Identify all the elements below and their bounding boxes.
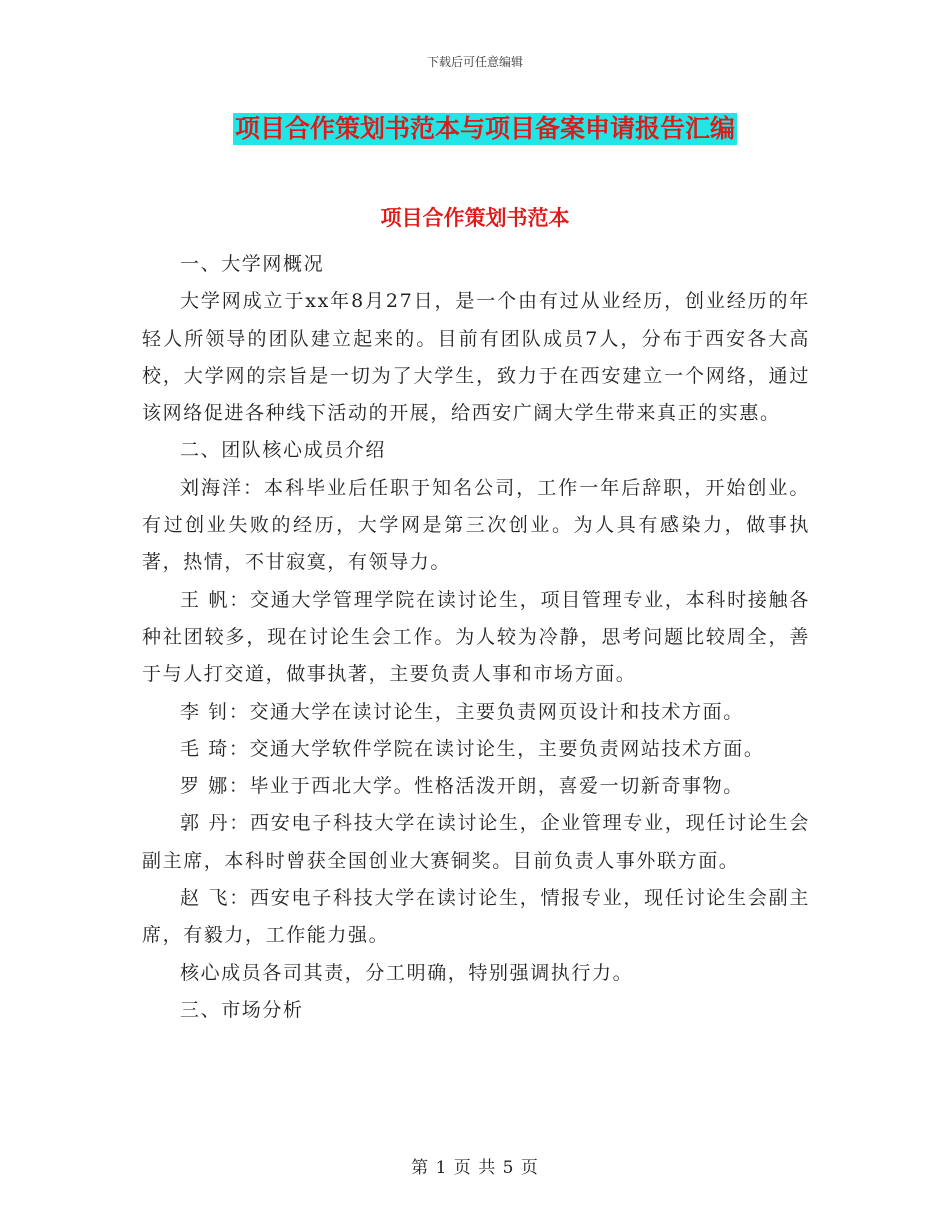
member-paragraph: 毛 琦：交通大学软件学院在读讨论生，主要负责网站技术方面。 <box>180 737 765 760</box>
member-paragraph: 郭 丹：西安电子科技大学在读讨论生，企业管理专业，现任讨论生会副主席，本科时曾获全国创业大赛铜奖。目前负责人事外联方面。 <box>142 812 810 872</box>
heading-overview: 一、大学网概况 <box>180 253 325 275</box>
team-summary: 核心成员各司其责，分工明确，特别强调执行力。 <box>180 961 634 984</box>
page-footer: 第 1 页 共 5 页 <box>411 1158 539 1178</box>
member-paragraph: 刘海洋：本科毕业后任职于知名公司，工作一年后辞职，开始创业。有过创业失败的经历，大学网是第三次创业。为人具有感染力，做事执著，热情，不甘寂寞，有领导力。 <box>142 476 810 574</box>
document-body <box>142 246 810 1029</box>
paragraph-overview: 大学网成立于xx年8月27日，是一个由有过从业经历，创业经历的年轻人所领导的团队建立起来的。目前有团队成员7人，分布于西安各大高校，大学网的宗旨是一切为了大学生，致力于在西安建立一个网络，通过该网络促进各种线下活动的开展，给西安广阔大学生带来真正的实惠。 <box>142 290 810 425</box>
member-paragraph: 赵 飞：西安电子科技大学在读讨论生，情报专业，现任讨论生会副主席，有毅力，工作能力强。 <box>142 887 810 947</box>
member-paragraph: 罗 娜：毕业于西北大学。性格活泼开朗，喜爱一切新奇事物。 <box>180 775 744 798</box>
header-note: 下载后可任意编辑 <box>426 55 523 69</box>
member-paragraph: 王 帆：交通大学管理学院在读讨论生，项目管理专业，本科时接触各种社团较多，现在讨论生会工作。为人较为冷静，思考问题比较周全，善于与人打交道，做事执著，主要负责人事和市场方面。 <box>142 588 810 686</box>
heading-market: 三、市场分析 <box>180 998 304 1021</box>
document-title: 项目合作策划书范本与项目备案申请报告汇编 <box>235 114 736 143</box>
section-title: 项目合作策划书范本 <box>380 206 570 230</box>
member-paragraph: 李 钊：交通大学在读讨论生，主要负责网页设计和技术方面。 <box>180 700 744 723</box>
heading-team: 二、团队核心成员介绍 <box>180 439 387 462</box>
